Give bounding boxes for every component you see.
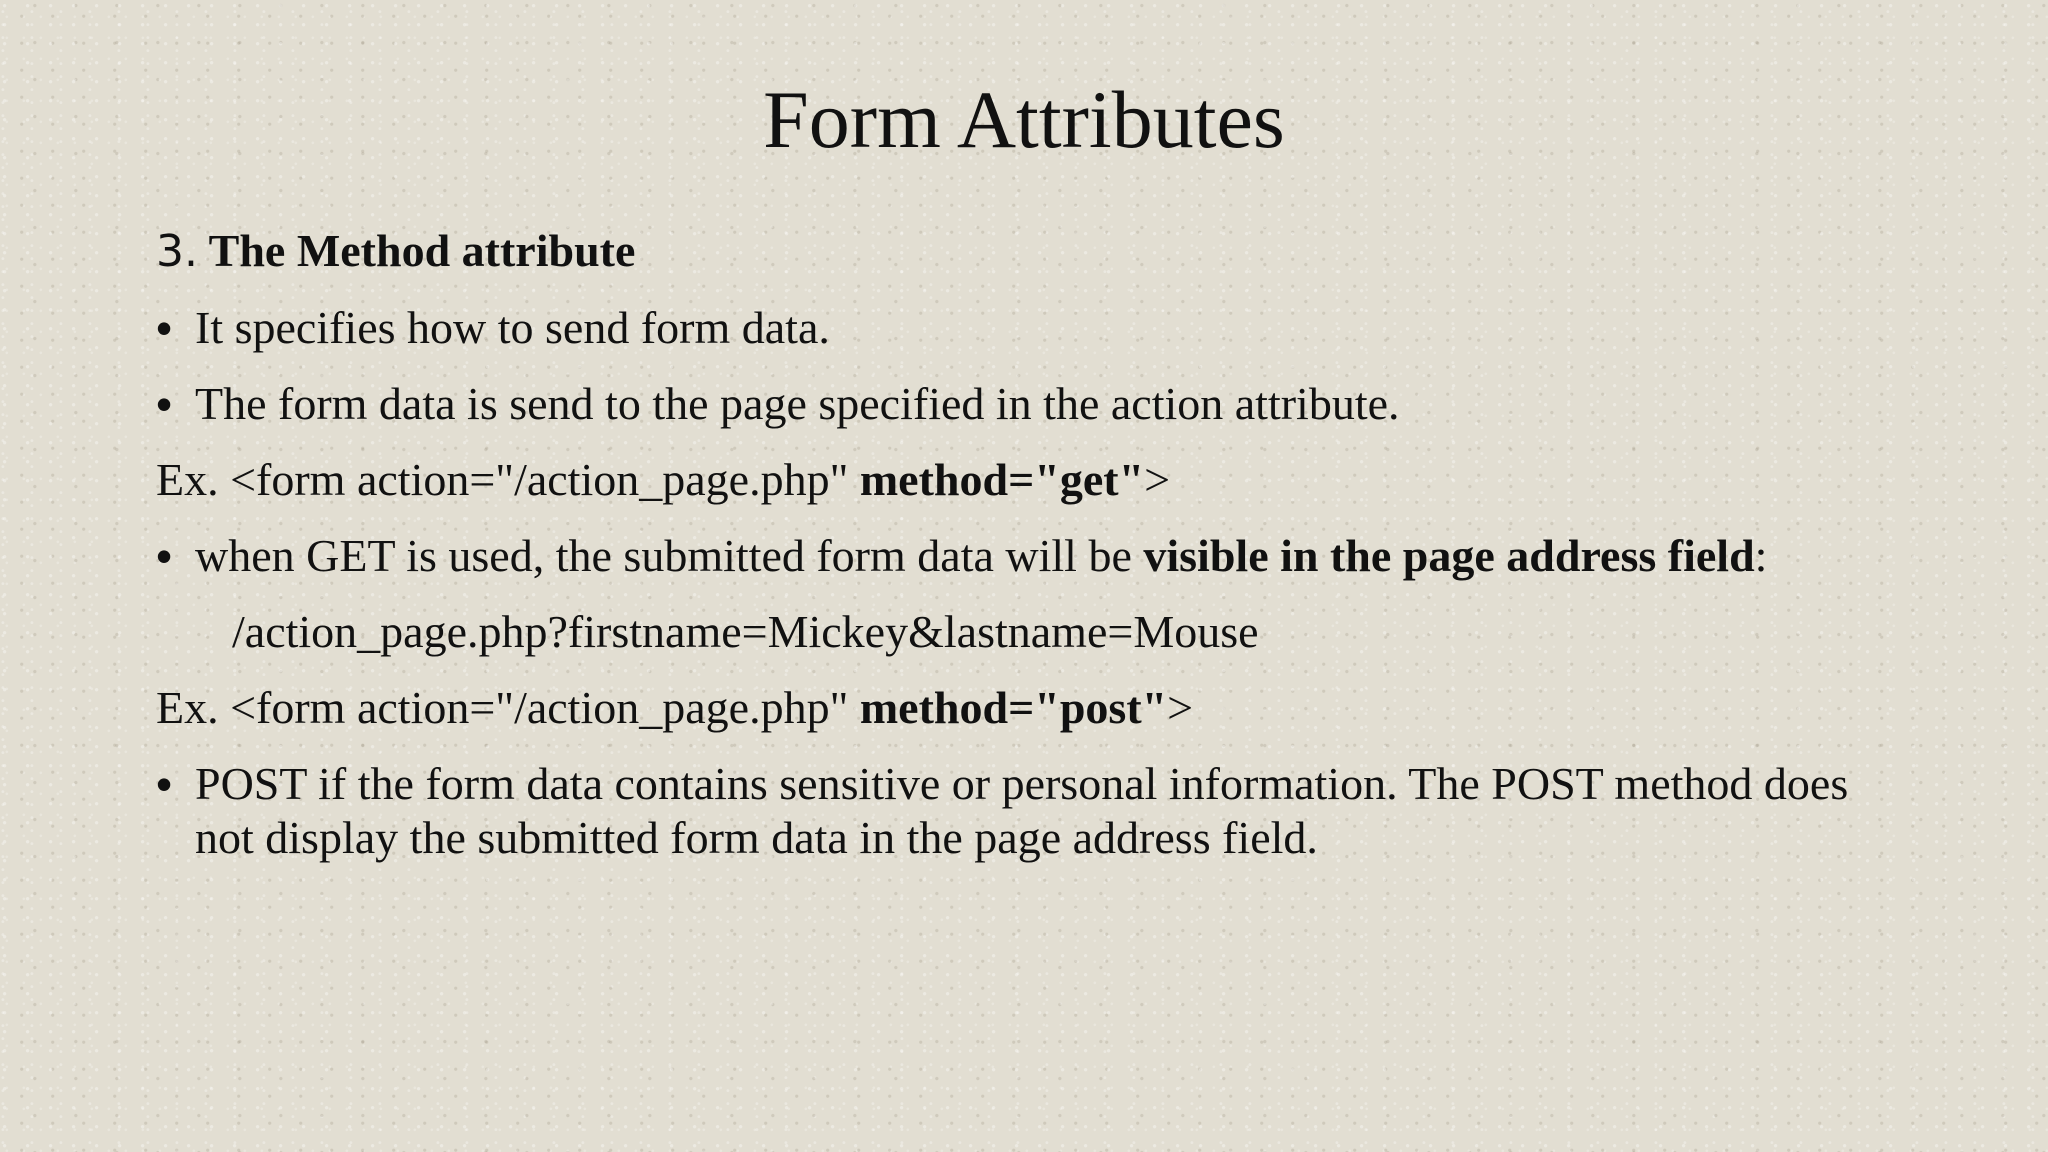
bullet-item	[156, 529, 1856, 583]
example-post-prefix: Ex. <form action="/action_page.php"	[156, 682, 860, 733]
url-example: /action_page.php?firstname=Mickey&lastname=Mouse	[232, 606, 1259, 657]
bullet-icon: •	[156, 758, 173, 810]
slide-body	[156, 224, 1856, 887]
section-number: 3.	[156, 226, 198, 277]
example-get-suffix: >	[1144, 454, 1171, 505]
bullet-item	[156, 301, 1856, 355]
bullet-text: POST if the form data contains sensitive or personal information. The POST method does not display the submitted form data in the page address field.	[195, 758, 1849, 863]
example-get-method: method="get"	[859, 454, 1145, 505]
example-post-line	[156, 681, 1856, 735]
example-get-prefix: Ex. <form action="/action_page.php"	[156, 454, 860, 505]
section-heading	[156, 224, 1856, 279]
example-post-method: method="post"	[859, 682, 1168, 733]
bullet-text-suffix: :	[1754, 530, 1768, 581]
example-post-suffix: >	[1167, 682, 1194, 733]
bullet-icon: •	[156, 302, 173, 354]
example-get-line	[156, 453, 1856, 507]
bullet-item	[156, 377, 1856, 431]
bullet-text: The form data is send to the page specified in the action attribute.	[195, 378, 1400, 429]
bullet-text-bold: visible in the page address field	[1143, 530, 1755, 581]
section-heading-text: The Method attribute	[208, 225, 636, 276]
bullet-text-prefix: when GET is used, the submitted form data will be	[195, 530, 1144, 581]
bullet-text: It specifies how to send form data.	[195, 302, 830, 353]
bullet-item	[156, 757, 1856, 865]
bullet-icon: •	[156, 378, 173, 430]
slide-title: Form Attributes	[763, 74, 1285, 165]
bullet-icon: •	[156, 530, 173, 582]
